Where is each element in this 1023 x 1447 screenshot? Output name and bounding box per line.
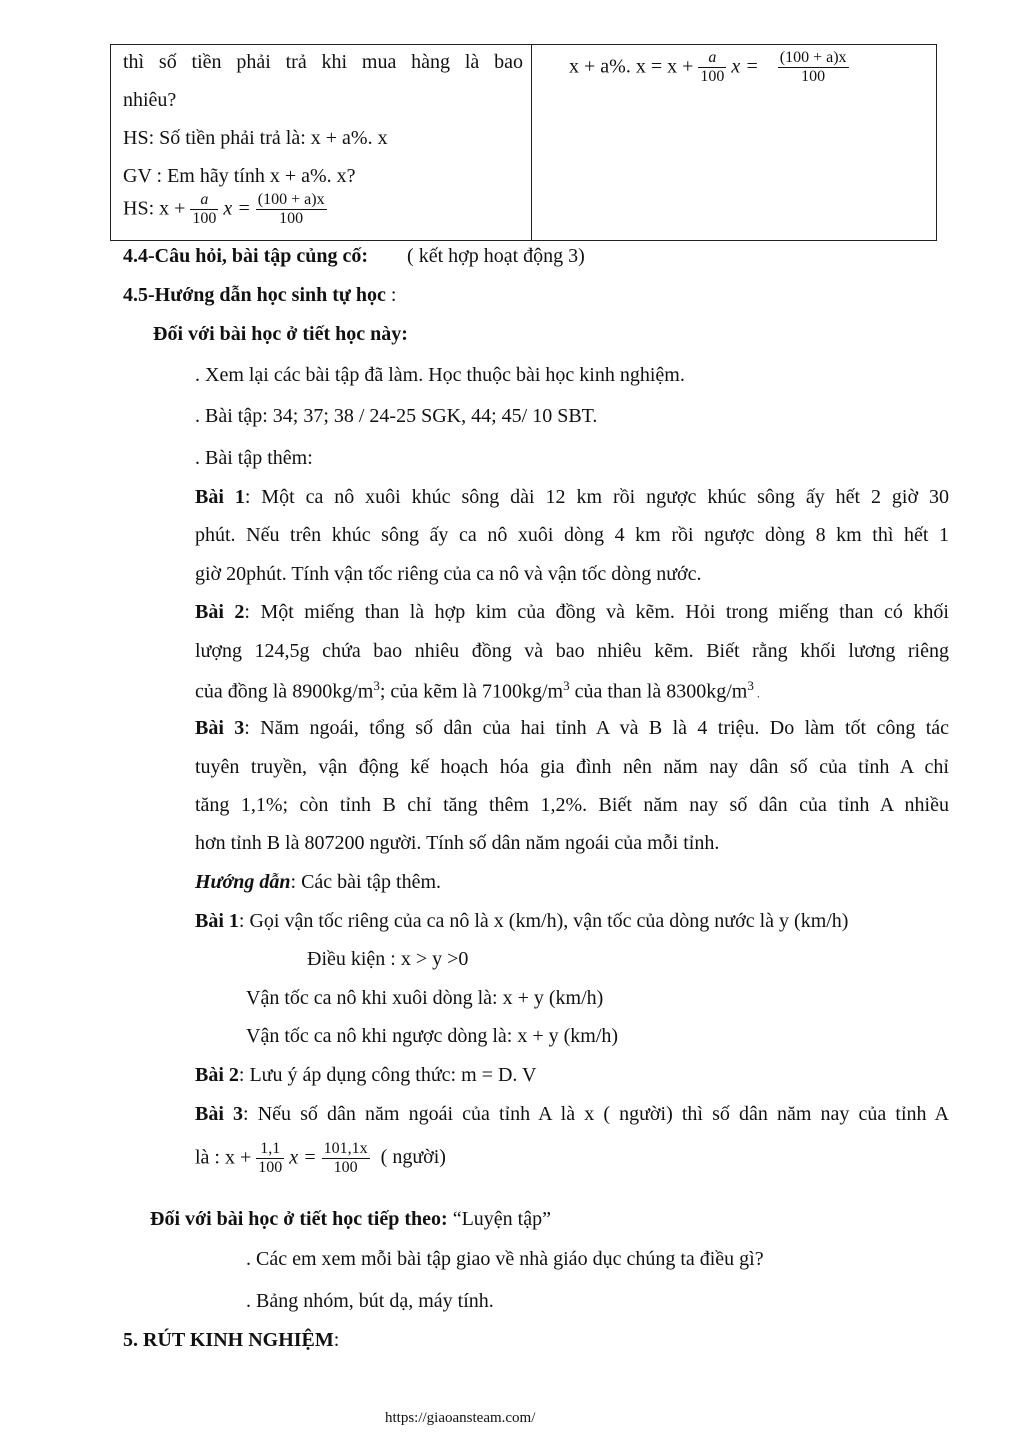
- section-title: 4.5-Hướng dẫn học sinh tự học: [123, 284, 386, 306]
- density-text: của than là 8300kg/m: [569, 680, 748, 703]
- table-formula: [569, 49, 849, 87]
- exercise-label: Bài 2: [195, 1064, 239, 1086]
- fraction-numerator: 101,1x: [322, 1140, 370, 1159]
- table-line: HS: Số tiền phải trả là: x + a%. x: [123, 127, 388, 149]
- fraction: [322, 1140, 370, 1178]
- fraction-denominator: 100: [279, 210, 304, 228]
- fraction-numerator: 1,1: [256, 1140, 284, 1159]
- section-4-5: [123, 284, 396, 307]
- formula-mid: x =: [223, 197, 251, 220]
- fraction-denominator: 100: [700, 68, 725, 86]
- section-colon: :: [385, 284, 397, 306]
- fraction: [256, 191, 327, 229]
- next-lesson-text: “Luyện tập”: [452, 1208, 551, 1230]
- fraction-numerator: a: [698, 49, 726, 68]
- section-title: 5. RÚT KINH NGHIỆM: [123, 1329, 334, 1351]
- guide-text: : Gọi vận tốc riêng của ca nô là x (km/h), vận tốc của dòng nước là y (km/h): [238, 910, 849, 932]
- lesson-table: [110, 44, 937, 241]
- formula-mid: x =: [731, 55, 759, 78]
- fraction: [778, 49, 849, 87]
- exercise-label: Bài 3: [195, 717, 245, 739]
- exercise-1-line: phút. Nếu trên khúc sông ấy ca nô xuôi dòng 4 km rồi ngược dòng 8 km thì hết 1: [195, 524, 949, 546]
- list-item: . Bảng nhóm, bút dạ, máy tính.: [246, 1290, 494, 1312]
- list-item: . Bài tập: 34; 37; 38 / 24-25 SGK, 44; 45/ 10 SBT.: [195, 405, 598, 427]
- guide-text: : Các bài tập thêm.: [290, 871, 442, 893]
- table-right-cell: [532, 45, 937, 241]
- guide-line: Vận tốc ca nô khi ngược dòng là: x + y (km/h): [246, 1025, 619, 1047]
- exercise-text: : Một ca nô xuôi khúc sông dài 12 km rồi ngược khúc sông ấy hết 2 giờ 30: [244, 486, 949, 508]
- section-4-4: [123, 245, 585, 268]
- exercise-3-line: hơn tỉnh B là 807200 người. Tính số dân năm ngoái của mỗi tỉnh.: [195, 832, 720, 854]
- fraction: [190, 191, 218, 229]
- formula-prefix: x + a%. x = x +: [569, 55, 694, 78]
- guide-3-line: [195, 1103, 949, 1126]
- next-lesson-heading: [150, 1208, 551, 1231]
- superscript: 3: [563, 678, 570, 693]
- exercise-label: Bài 1: [195, 486, 245, 508]
- this-lesson-heading: Đối với bài học ở tiết học này:: [153, 323, 408, 345]
- guide-3-formula: [195, 1140, 446, 1178]
- section-5: [123, 1329, 339, 1352]
- exercise-3-line: [195, 717, 949, 740]
- guide-1-line: [195, 910, 848, 933]
- next-lesson-label: Đối với bài học ở tiết học tiếp theo:: [150, 1208, 448, 1230]
- exercise-3-line: tuyên truyền, vận động kế hoạch hóa gia đình nên năm nay dân số của tỉnh A chỉ: [195, 756, 949, 778]
- trailing-dot: .: [753, 686, 760, 701]
- guide-heading: [195, 871, 441, 894]
- section-title: 4.4-Câu hỏi, bài tập củng cố:: [123, 245, 369, 267]
- formula-prefix: HS: x +: [123, 197, 186, 220]
- density-text: của đồng là 8900kg/m: [195, 680, 374, 703]
- footer-url: https://giaoansteam.com/: [385, 1410, 536, 1426]
- exercise-text: : Năm ngoái, tổng số dân của hai tỉnh A và B là 4 triệu. Do làm tốt công tác: [244, 717, 950, 739]
- superscript: 3: [373, 678, 380, 693]
- fraction-denominator: 100: [192, 210, 217, 228]
- superscript: 3: [747, 678, 754, 693]
- table-line: nhiêu?: [123, 89, 177, 111]
- fraction: [256, 1140, 284, 1178]
- guide-line: Vận tốc ca nô khi xuôi dòng là: x + y (km/h): [246, 987, 604, 1009]
- exercise-3-line: tăng 1,1%; còn tỉnh B chỉ tăng thêm 1,2%. Biết năm nay số dân của tỉnh A nhiều: [195, 794, 949, 816]
- list-item: . Các em xem mỗi bài tập giao về nhà giáo dục chúng ta điều gì?: [246, 1248, 764, 1270]
- fraction-denominator: 100: [333, 1159, 358, 1177]
- exercise-label: Bài 2: [195, 601, 245, 623]
- exercise-2-line: [195, 601, 949, 624]
- guide-label: Hướng dẫn: [195, 871, 291, 893]
- fraction-denominator: 100: [801, 68, 826, 86]
- fraction-denominator: 100: [258, 1159, 283, 1177]
- exercise-2-line: [195, 678, 760, 704]
- table-formula: [123, 191, 327, 229]
- fraction-numerator: (100 + a)x: [256, 191, 327, 210]
- fraction-numerator: (100 + a)x: [778, 49, 849, 68]
- table-line: GV : Em hãy tính x + a%. x?: [123, 165, 356, 187]
- fraction: [698, 49, 726, 87]
- guide-condition: Điều kiện : x > y >0: [307, 948, 469, 970]
- exercise-1-line: [195, 486, 949, 509]
- exercise-2-line: lượng 124,5g chứa bao nhiêu đồng và bao nhiêu kẽm. Biết rằng khối lương riêng: [195, 640, 949, 662]
- table-line: thì số tiền phải trả khi mua hàng là bao: [123, 51, 523, 73]
- density-text: ; của kẽm là 7100kg/m: [379, 680, 564, 703]
- exercise-label: Bài 1: [195, 910, 239, 932]
- list-item: . Xem lại các bài tập đã làm. Học thuộc bài học kinh nghiệm.: [195, 364, 685, 386]
- guide-2-line: [195, 1064, 536, 1087]
- exercise-text: : Một miếng than là hợp kim của đồng và kẽm. Hỏi trong miếng than có khối: [244, 601, 949, 623]
- table-left-cell: [111, 45, 532, 241]
- guide-text: : Lưu ý áp dụng công thức: m = D. V: [238, 1064, 537, 1086]
- section-text: ( kết hợp hoạt động 3): [407, 245, 585, 267]
- fraction-numerator: a: [190, 191, 218, 210]
- exercise-1-line: giờ 20phút. Tính vận tốc riêng của ca nô và vận tốc dòng nước.: [195, 563, 702, 585]
- section-colon: :: [333, 1329, 340, 1351]
- exercise-label: Bài 3: [195, 1103, 244, 1125]
- formula-suffix: ( người): [380, 1146, 446, 1169]
- formula-mid: x =: [289, 1146, 317, 1169]
- guide-text: : Nếu số dân năm ngoái của tỉnh A là x ( người) thì số dân năm nay của tỉnh A: [243, 1103, 949, 1125]
- list-item: . Bài tập thêm:: [195, 447, 313, 469]
- formula-prefix: là : x +: [195, 1146, 252, 1169]
